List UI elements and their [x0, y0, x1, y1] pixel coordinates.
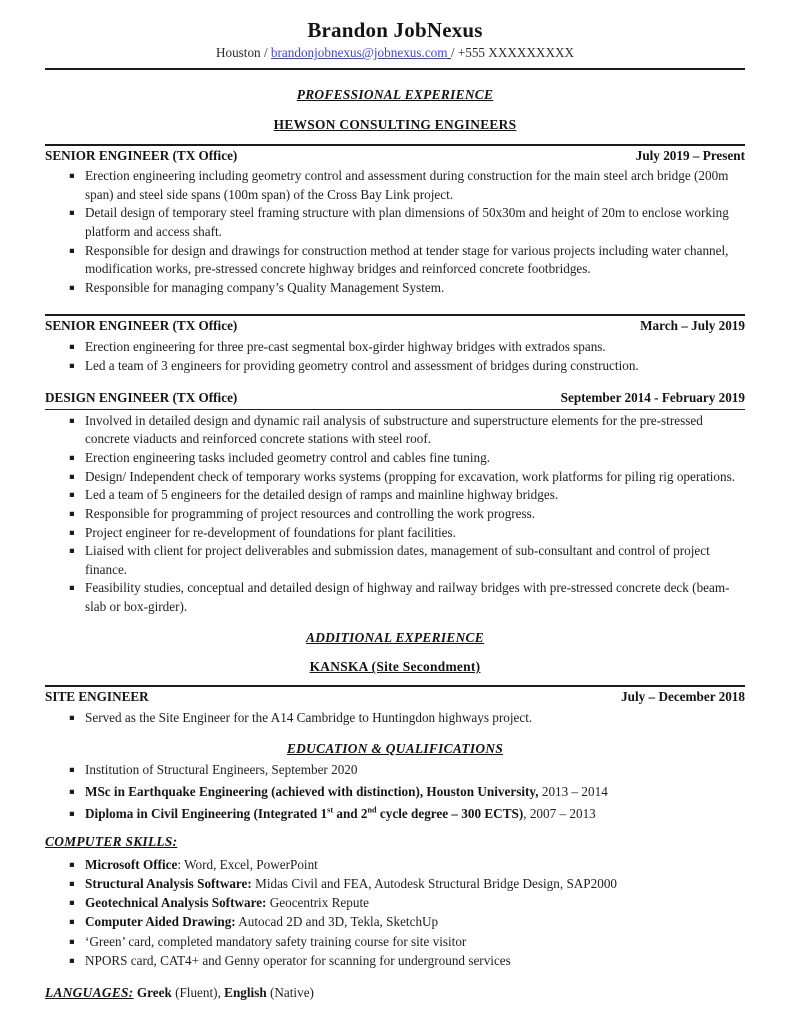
job-bullet-list [45, 709, 745, 728]
bullet-square-icon: ▪ [69, 787, 75, 798]
job-title: DESIGN ENGINEER (TX Office) [45, 390, 238, 406]
education-list [45, 761, 745, 823]
bullet-text: Responsible for design and drawings for construction method at tender stage for various projects including water channel, modification works, pre-stressed concrete highway bridges and reinforced concrete footbridges. [85, 242, 729, 277]
bullet-text: Involved in detailed design and dynamic rail analysis of substructure and superstructure elements for the pre-stressed concrete viaducts and reinforced concrete stations with steel roof. [85, 412, 703, 447]
skill-text: ‘Green’ card, completed mandatory safety training course for site visitor [85, 933, 467, 949]
education-text: Institution of Structural Engineers, September 2020 [85, 762, 358, 778]
bullet-square-icon: ▪ [69, 955, 75, 966]
bullet-square-icon: ▪ [69, 808, 75, 819]
bullet-item [45, 542, 745, 579]
section-heading-professional-experience: PROFESSIONAL EXPERIENCE [296, 86, 494, 102]
job-dates: September 2014 - February 2019 [560, 390, 745, 406]
education-text: Diploma in Civil Engineering (Integrated 1st and 2nd cycle degree – 300 ECTS), 2007 – 2013 [85, 805, 596, 821]
job-section-site-engineer [45, 685, 745, 727]
company-heading-kanska: KANSKA (Site Secondment) [309, 659, 481, 675]
bullet-square-icon: ▪ [69, 508, 75, 519]
job-section-senior-engineer-2 [45, 314, 745, 375]
job-header [45, 146, 745, 166]
language-level: (Native) [266, 985, 314, 1001]
skill-item [45, 913, 745, 932]
job-title: SITE ENGINEER [45, 689, 149, 705]
section-heading-languages: LANGUAGES: [45, 985, 134, 1001]
job-bullet-list [45, 167, 745, 297]
job-title: SENIOR ENGINEER (TX Office) [45, 147, 238, 163]
bullet-item [45, 167, 745, 204]
company-heading-hewson: HEWSON CONSULTING ENGINEERS [273, 116, 517, 132]
language-name: Greek [136, 985, 172, 1001]
bullet-item [45, 204, 745, 241]
superscript-nd: nd [367, 805, 377, 815]
phone-text: +555 XXXXXXXXX [457, 45, 575, 61]
superscript-st: st [327, 805, 334, 815]
section-heading-computer-skills: COMPUTER SKILLS: [45, 834, 178, 850]
bullet-square-icon: ▪ [69, 171, 75, 182]
bullet-square-icon: ▪ [69, 583, 75, 594]
section-heading-additional-experience: ADDITIONAL EXPERIENCE [305, 629, 485, 645]
bullet-text: Led a team of 3 engineers for providing geometry control and assessment of bridges during construction. [85, 357, 639, 373]
bullet-square-icon: ▪ [69, 898, 75, 909]
bullet-item [45, 449, 745, 468]
header-divider [45, 68, 745, 70]
bullet-square-icon: ▪ [69, 360, 75, 371]
bullet-square-icon: ▪ [69, 342, 75, 353]
bullet-square-icon: ▪ [69, 471, 75, 482]
bullet-text: Served as the Site Engineer for the A14 Cambridge to Huntingdon highways project. [85, 709, 533, 725]
job-header [45, 388, 745, 410]
bullet-item [45, 579, 745, 616]
bullet-square-icon: ▪ [69, 245, 75, 256]
education-item [45, 783, 745, 802]
bullet-square-icon: ▪ [69, 917, 75, 928]
bullet-text: Feasibility studies, conceptual and detailed design of highway and railway bridges with pre-stressed concrete deck (beam-slab or box-girder). [85, 580, 730, 614]
education-item [45, 805, 745, 824]
bullet-item [45, 279, 745, 298]
bullet-text: Liaised with client for project deliverables and submission dates, management of sub-consultant and control of project finance. [85, 543, 710, 577]
job-section-senior-engineer-1 [45, 144, 745, 298]
bullet-item [45, 338, 745, 357]
job-header [45, 687, 745, 707]
job-bullet-list [45, 412, 745, 617]
job-dates: March – July 2019 [640, 318, 745, 334]
education-text: MSc in Earthquake Engineering (achieved with distinction), Houston University, 2013 – 2014 [85, 784, 608, 800]
email-link[interactable]: brandonjobnexus@jobnexus.com [270, 45, 448, 61]
job-dates: July 2019 – Present [635, 147, 745, 163]
job-header [45, 316, 745, 336]
person-name: Brandon JobNexus [307, 18, 483, 42]
bullet-square-icon: ▪ [69, 490, 75, 501]
bullet-item [45, 505, 745, 524]
bullet-text: Project engineer for re-development of foundations for plant facilities. [85, 524, 456, 540]
bullet-text: Led a team of 5 engineers for the detailed design of ramps and mainline highway bridges. [85, 487, 559, 503]
skill-item [45, 856, 745, 875]
bullet-item [45, 524, 745, 543]
bullet-square-icon: ▪ [69, 936, 75, 947]
bullet-text: Responsible for managing company’s Quality Management System. [85, 279, 445, 295]
location-text: Houston [215, 45, 261, 61]
job-section-design-engineer [45, 388, 745, 616]
language-level: (Fluent), [171, 985, 225, 1001]
education-item [45, 761, 745, 780]
skill-text: Structural Analysis Software: Midas Civil and FEA, Autodesk Structural Bridge Design, SAP2000 [85, 876, 618, 892]
bullet-item [45, 468, 745, 487]
bullet-square-icon: ▪ [69, 453, 75, 464]
bullet-text: Design/ Independent check of temporary works systems (propping for excavation, work platforms for piling rig operations. [85, 468, 736, 484]
skills-list [45, 856, 745, 970]
bullet-item [45, 412, 745, 449]
bullet-square-icon: ▪ [69, 415, 75, 426]
skill-item [45, 933, 745, 952]
bullet-square-icon: ▪ [69, 860, 75, 871]
bullet-text: Detail design of temporary steel framing structure with plan dimensions of 50x30m and height of 20m to enclose working platform and access shaft. [85, 205, 729, 239]
bullet-square-icon: ▪ [69, 527, 75, 538]
language-name: English [224, 985, 267, 1001]
skill-text: Geotechnical Analysis Software: Geocentrix Repute [85, 895, 369, 911]
skill-item [45, 952, 745, 971]
skill-text: Microsoft Office: Word, Excel, PowerPoint [85, 857, 318, 873]
bullet-square-icon: ▪ [69, 282, 75, 293]
section-heading-education: EDUCATION & QUALIFICATIONS [286, 740, 504, 756]
contact-line [45, 44, 745, 63]
skill-text: Computer Aided Drawing: Autocad 2D and 3D, Tekla, SketchUp [85, 914, 439, 930]
separator-slash: / [450, 45, 455, 61]
bullet-item [45, 709, 745, 728]
skill-item [45, 875, 745, 894]
bullet-item [45, 486, 745, 505]
job-dates: July – December 2018 [621, 689, 745, 705]
bullet-text: Erection engineering including geometry control and assessment during construction for the main steel arch bridge (200m span) and steel side spans (100m span) of the Cross Bay Link project. [85, 168, 729, 202]
separator-slash: / [263, 45, 268, 61]
skill-item [45, 894, 745, 913]
bullet-square-icon: ▪ [69, 712, 75, 723]
bullet-square-icon: ▪ [69, 879, 75, 890]
bullet-text: Erection engineering tasks included geometry control and cables fine tuning. [85, 450, 491, 466]
skill-text: NPORS card, CAT4+ and Genny operator for scanning for underground services [85, 952, 511, 968]
languages-line [45, 984, 745, 1003]
job-bullet-list [45, 338, 745, 375]
bullet-text: Responsible for programming of project resources and controlling the work progress. [85, 505, 536, 521]
bullet-square-icon: ▪ [69, 546, 75, 557]
bullet-square-icon: ▪ [69, 208, 75, 219]
bullet-item [45, 242, 745, 279]
bullet-square-icon: ▪ [69, 765, 75, 776]
job-title: SENIOR ENGINEER (TX Office) [45, 318, 238, 334]
bullet-item [45, 357, 745, 376]
bullet-text: Erection engineering for three pre-cast segmental box-girder highway bridges with extrados spans. [85, 339, 606, 355]
